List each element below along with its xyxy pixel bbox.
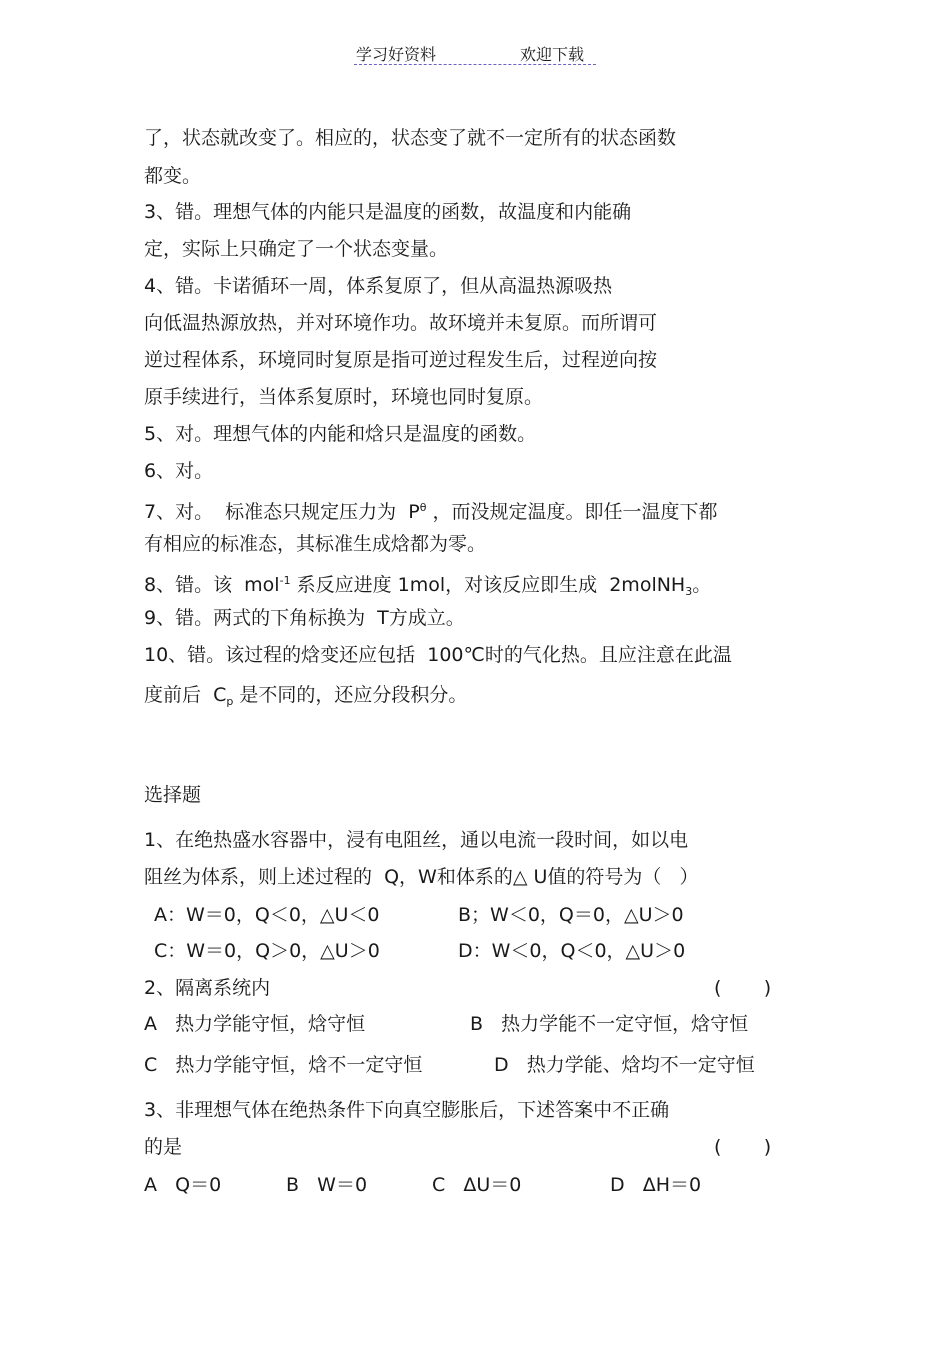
- text-run: 是不同的，还应分段积分。: [233, 684, 468, 706]
- option-text: D 热力学能、焓均不一定守恒: [494, 1054, 755, 1076]
- answer-line: 原手续进行，当体系复原时，环境也同时复原。: [144, 386, 544, 408]
- answer-line: [144, 496, 718, 524]
- option-text: B；W＜0，Q＝0，△U＞0: [458, 904, 684, 926]
- section-title: 选择题: [144, 784, 202, 806]
- subscript: 3: [685, 585, 693, 598]
- answer-line: 有相应的标准态，其标准生成焓都为零。: [144, 533, 487, 555]
- option-text: D ΔH＝0: [610, 1174, 702, 1196]
- question-line: 2、隔离系统内: [144, 977, 271, 999]
- header-left-text: 学习好资料: [356, 45, 437, 64]
- answer-line: [144, 569, 711, 604]
- question-line: 1、在绝热盛水容器中，浸有电阻丝，通以电流一段时间，如以电: [144, 829, 689, 851]
- text-run: 度前后 C: [144, 684, 227, 706]
- answer-line: 6、对。: [144, 460, 214, 482]
- text-run: ，而没规定温度。即任一温度下都: [426, 501, 718, 523]
- superscript: -1: [279, 574, 291, 587]
- page-header: [354, 40, 596, 65]
- answer-line: 定，实际上只确定了一个状态变量。: [144, 238, 449, 260]
- answer-parentheses: ( ): [714, 977, 772, 999]
- superscript: θ: [419, 501, 427, 514]
- option-text: B 热力学能不一定守恒，焓守恒: [470, 1013, 749, 1035]
- answer-line: [144, 683, 467, 714]
- question-line: 阻丝为体系，则上述过程的 Q，W和体系的△ U值的符号为（ ）: [144, 866, 699, 888]
- option-text: C ΔU＝0: [432, 1174, 522, 1196]
- option-text: C 热力学能守恒，焓不一定守恒: [144, 1054, 423, 1076]
- answer-line: 向低温热源放热，并对环境作功。故环境并未复原。而所谓可: [144, 312, 658, 334]
- option-text: D：W＜0，Q＜0，△U＞0: [458, 940, 686, 962]
- option-text: A 热力学能守恒，焓守恒: [144, 1013, 366, 1035]
- text-run: 7、对。 标准态只规定压力为 P: [144, 501, 420, 523]
- subscript: p: [226, 695, 234, 708]
- option-text: B W＝0: [286, 1174, 368, 1196]
- answer-line: 了，状态就改变了。相应的，状态变了就不一定所有的状态函数: [144, 127, 677, 149]
- text-run: 。: [692, 574, 712, 596]
- answer-line: 10、错。该过程的焓变还应包括 100℃时的气化热。且应注意在此温: [144, 644, 732, 666]
- option-text: A Q＝0: [144, 1174, 222, 1196]
- answer-line: 3、错。理想气体的内能只是温度的函数，故温度和内能确: [144, 201, 632, 223]
- answer-line: 4、错。卡诺循环一周，体系复原了，但从高温热源吸热: [144, 275, 613, 297]
- answer-line: 都变。: [144, 165, 202, 187]
- answer-line: 9、错。两式的下角标换为 T方成立。: [144, 607, 465, 629]
- text-run: 8、错。该 mol: [144, 574, 280, 596]
- option-text: C：W＝0，Q＞0，△U＞0: [154, 940, 380, 962]
- option-text: A：W＝0，Q＜0，△U＜0: [154, 904, 380, 926]
- text-run: 系反应进度 1mol，对该反应即生成 2molNH: [290, 574, 686, 596]
- question-line: 3、非理想气体在绝热条件下向真空膨胀后，下述答案中不正确: [144, 1099, 670, 1121]
- header-right-text: 欢迎下载: [520, 45, 585, 64]
- answer-line: 逆过程体系，环境同时复原是指可逆过程发生后，过程逆向按: [144, 349, 658, 371]
- answer-line: 5、对。理想气体的内能和焓只是温度的函数。: [144, 423, 537, 445]
- answer-parentheses: ( ): [714, 1136, 772, 1158]
- question-line: 的是: [144, 1136, 183, 1158]
